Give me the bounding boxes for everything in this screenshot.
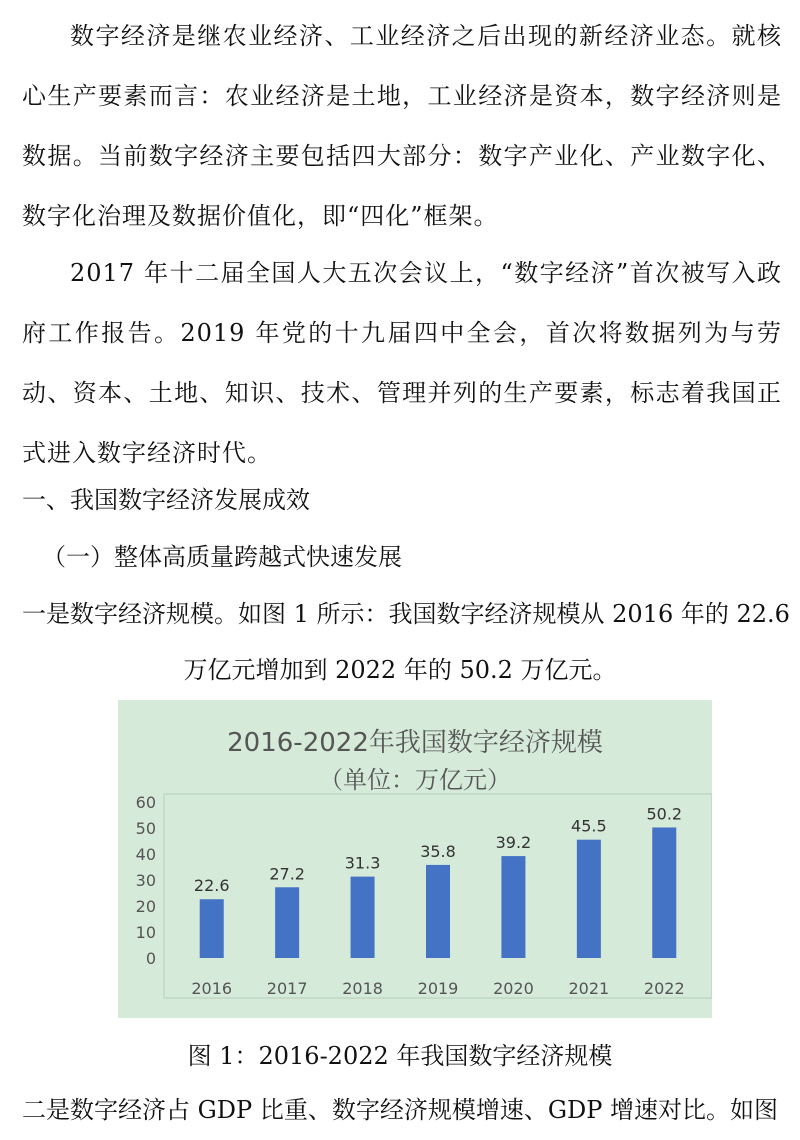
x-tick-label: 2021 — [568, 979, 610, 998]
paragraph-scale-line1: 一是数字经济规模。如图 1 所示：我国数字经济规模从 2016 年的 22.6 — [22, 600, 790, 628]
x-tick-label: 2018 — [342, 979, 383, 998]
section-heading-1: 一、我国数字经济发展成效 — [22, 486, 310, 514]
y-tick-label: 50 — [135, 819, 156, 838]
data-label: 31.3 — [344, 853, 381, 873]
chart-digital-economy-scale — [118, 700, 712, 1018]
figure-caption: 图 1：2016-2022 年我国数字经济规模 — [187, 1042, 613, 1070]
x-tick-label: 2016 — [191, 979, 233, 998]
chart-plot — [118, 700, 712, 1018]
paragraph-digital-economy-definition: 数字经济是继农业经济、工业经济之后出现的新经济业态。就核心生产要素而言：农业经济是土地，工业经济是资本，数字经济则是数据。当前数字经济主要包括四大部分：数字产业化、产业数字化、数字化治理及数据价值化，即“四化”框架。 — [22, 22, 782, 230]
x-tick-label: 2022 — [643, 979, 685, 998]
bar — [501, 856, 525, 958]
x-tick-label: 2020 — [493, 979, 534, 998]
chart-subtitle: （单位：万亿元） — [319, 766, 511, 794]
data-label: 39.2 — [495, 833, 532, 853]
paragraph-digital-economy-history: 2017 年十二届全国人大五次会议上，“数字经济”首次被写入政府工作报告。2019 年党的十九届四中全会，首次将数据列为与劳动、资本、土地、知识、技术、管理并列的生产要素，标志着我国正式进入数字经济时代。 — [22, 259, 782, 467]
section-heading-2: （一）整体高质量跨越式快速发展 — [42, 543, 402, 571]
data-label: 27.2 — [269, 864, 305, 884]
data-label: 35.8 — [420, 841, 456, 861]
bar — [652, 827, 676, 958]
bar — [275, 887, 299, 958]
data-label: 45.5 — [571, 816, 607, 836]
data-label: 50.2 — [646, 804, 683, 824]
chart-title: 2016-2022年我国数字经济规模 — [227, 728, 603, 758]
y-tick-label: 10 — [135, 923, 156, 942]
y-tick-label: 40 — [135, 845, 156, 864]
paragraph-scale-line2: 万亿元增加到 2022 年的 50.2 万亿元。 — [183, 656, 617, 684]
paragraph-gdp-comparison: 二是数字经济占 GDP 比重、数字经济规模增速、GDP 增速对比。如图 — [22, 1096, 779, 1124]
x-tick-label: 2017 — [266, 979, 308, 998]
data-label: 22.6 — [193, 876, 230, 896]
bar — [426, 865, 450, 958]
y-tick-label: 20 — [135, 897, 156, 916]
x-tick-label: 2019 — [417, 979, 459, 998]
bar — [351, 877, 375, 958]
bar — [200, 899, 224, 958]
y-tick-label: 30 — [135, 871, 156, 890]
bar — [577, 840, 601, 958]
y-tick-label: 60 — [135, 793, 156, 812]
y-tick-label: 0 — [145, 949, 156, 968]
